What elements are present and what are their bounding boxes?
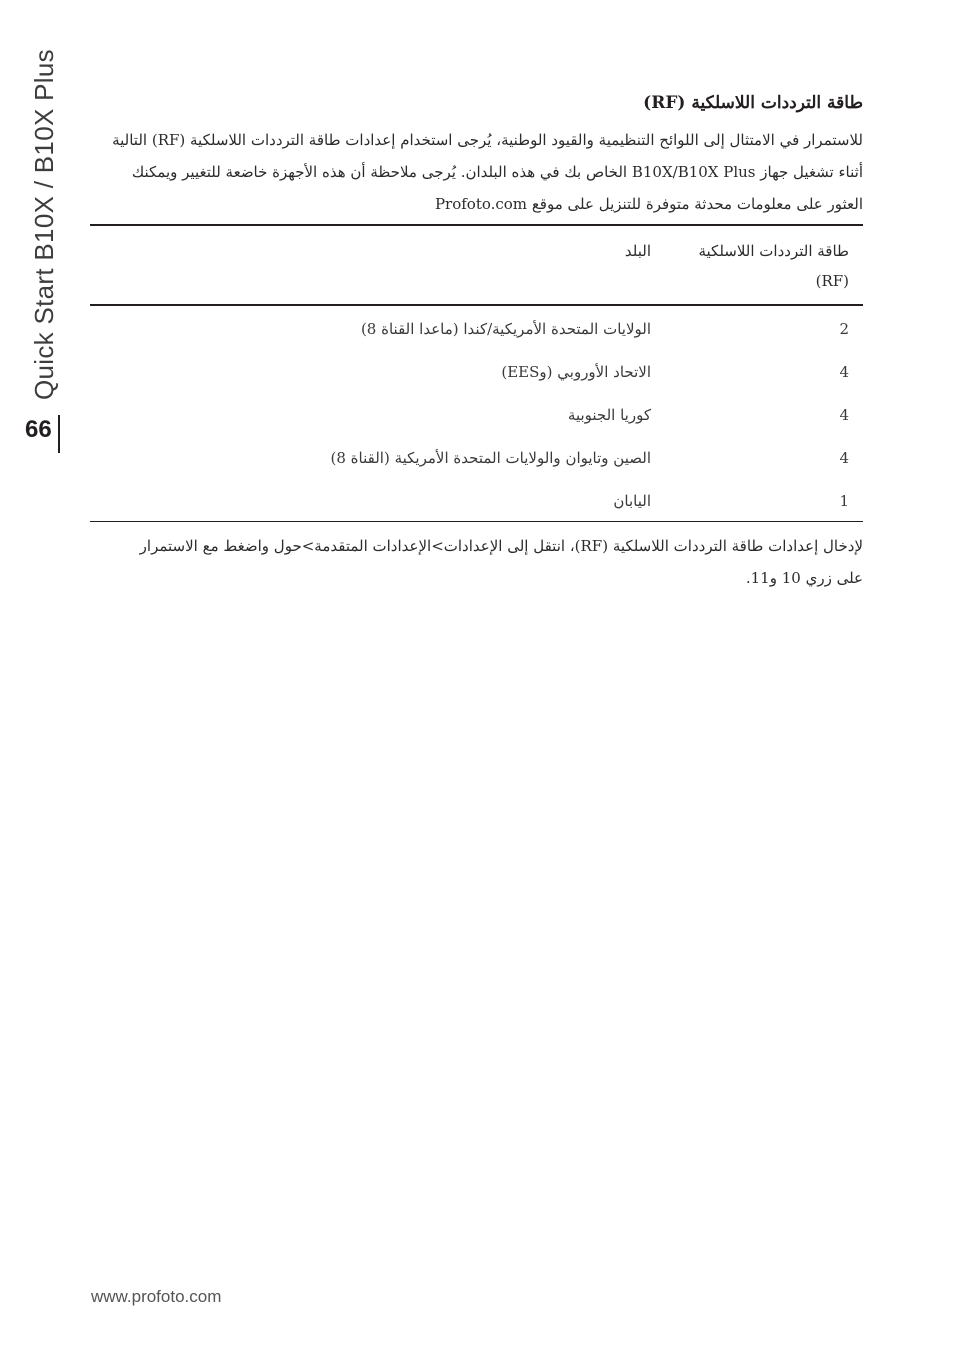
rf-value: 4 bbox=[839, 363, 849, 381]
section-heading: طاقة الترددات اللاسلكية (RF) bbox=[643, 93, 863, 113]
document-title: Quick Start B10X / B10X Plus bbox=[29, 49, 59, 400]
country-name: اليابان bbox=[613, 492, 651, 510]
table-row bbox=[90, 478, 863, 522]
footer-url: www.profoto.com bbox=[91, 1287, 222, 1306]
header-rf-power-line1: طاقة الترددات اللاسلكية bbox=[698, 242, 849, 260]
table-row bbox=[90, 392, 863, 435]
settings-note bbox=[90, 530, 863, 594]
rf-value: 1 bbox=[839, 492, 849, 510]
rf-value: 2 bbox=[839, 320, 849, 338]
intro-line: العثور على معلومات محدثة متوفرة للتنزيل على موقع Profoto.com bbox=[434, 195, 863, 213]
main-content bbox=[90, 88, 863, 594]
page-number: 66 bbox=[25, 416, 52, 443]
country-name: كوريا الجنوبية bbox=[567, 406, 651, 424]
table-row bbox=[90, 349, 863, 392]
header-rf-power bbox=[663, 225, 863, 305]
page-number-divider bbox=[58, 415, 60, 453]
intro-paragraph bbox=[90, 124, 863, 220]
rf-power-table bbox=[90, 224, 863, 522]
note-line: على زري 10 و11. bbox=[745, 569, 863, 587]
intro-line: للاستمرار في الامتثال إلى اللوائح التنظيمية والقيود الوطنية، يُرجى استخدام إعدادات طاقة الترددات اللاسلكية (RF) التالية bbox=[112, 131, 863, 149]
sidebar bbox=[25, 49, 65, 460]
rf-value: 4 bbox=[839, 449, 849, 467]
rf-value: 4 bbox=[839, 406, 849, 424]
note-line: لإدخال إعدادات طاقة الترددات اللاسلكية (RF)، انتقل إلى الإعدادات>الإعدادات المتقدمة>حول واضغط مع الاستمرار bbox=[139, 537, 863, 555]
table-row bbox=[90, 305, 863, 349]
header-rf-power-line2: (RF) bbox=[815, 272, 849, 290]
country-name: الاتحاد الأوروبي (وEES) bbox=[501, 363, 651, 381]
intro-line: أثناء تشغيل جهاز B10X/B10X Plus الخاص بك في هذه البلدان. يُرجى ملاحظة أن هذه الأجهزة خاضعة للتغيير ويمكنك bbox=[131, 163, 863, 181]
table-row bbox=[90, 435, 863, 478]
table-header-row bbox=[90, 225, 863, 305]
country-name: الولايات المتحدة الأمريكية/كندا (ماعدا القناة 8) bbox=[360, 320, 651, 338]
header-country: البلد bbox=[624, 242, 651, 260]
country-name: الصين وتايوان والولايات المتحدة الأمريكية (القناة 8) bbox=[330, 449, 651, 467]
